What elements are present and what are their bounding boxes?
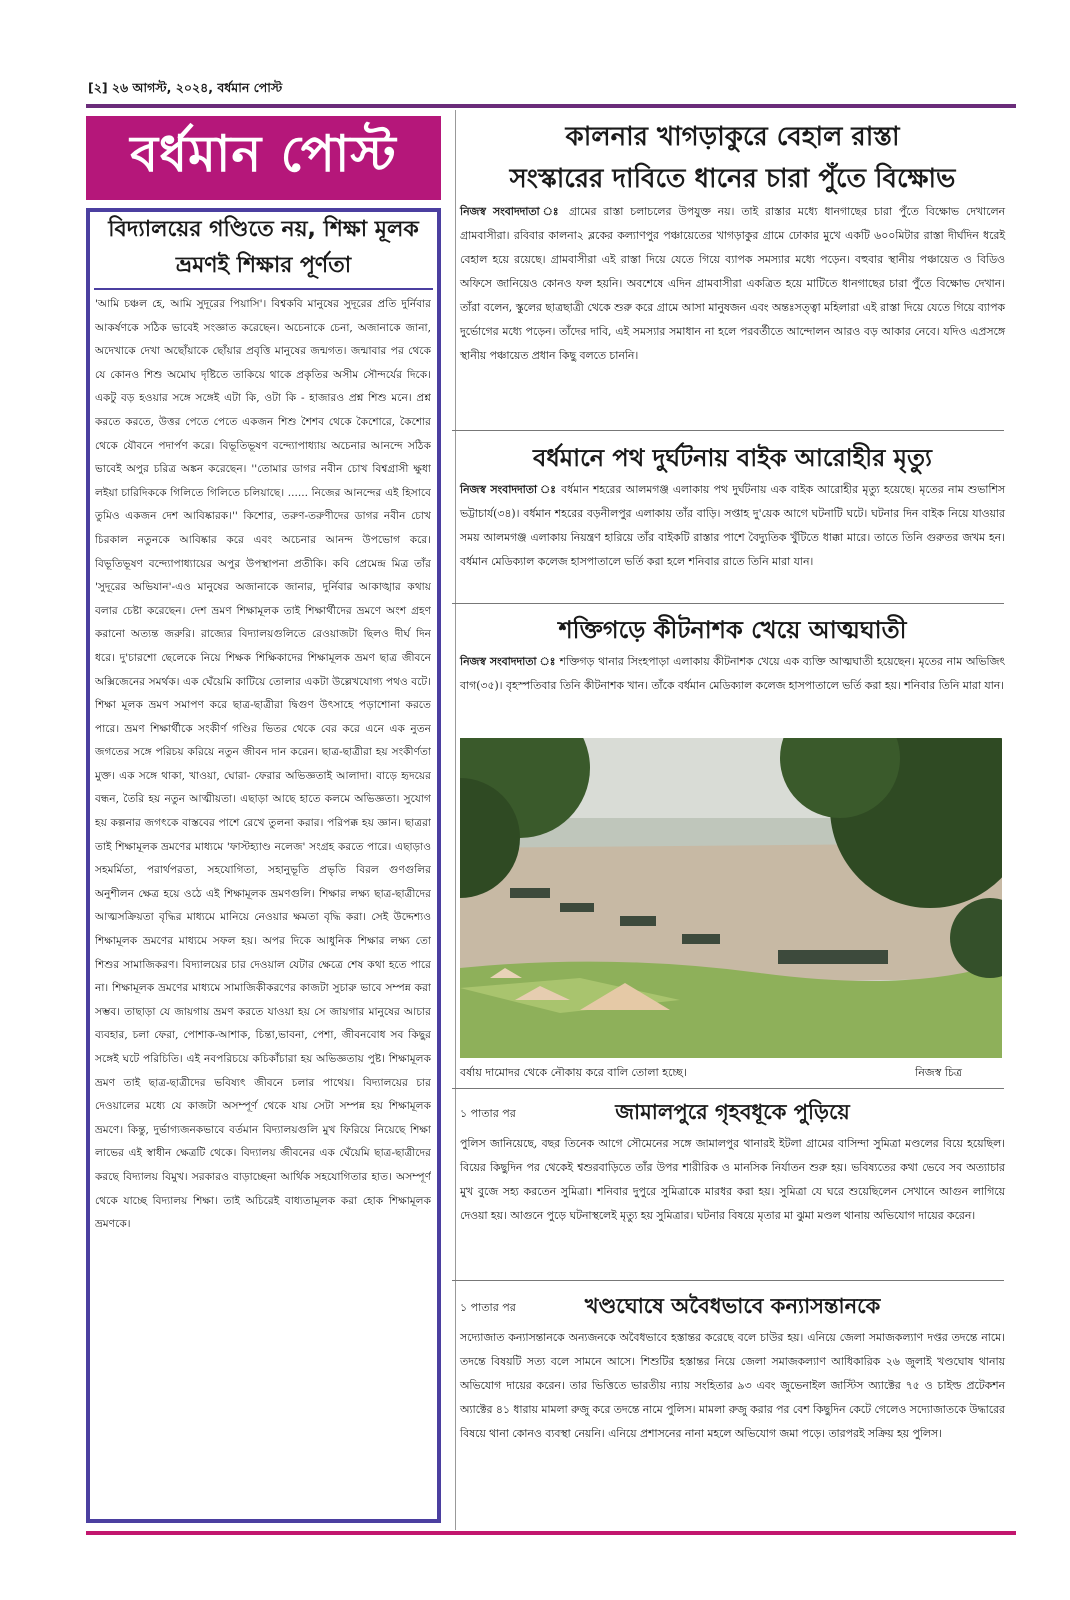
article-kalna-title-1: কালনার খাগড়াকুরে বেহাল রাস্তা [565,122,900,152]
left-article-body: 'আমি চঞ্চল হে, আমি সুদূরের পিয়াসি'। বিশ্বকবি মানুষের সুদূরের প্রতি দুর্নিবার আকর্ষণকে সঠিক ভাবেই সংজ্ঞাত করেছেন। অচেনাকে চেনা, অজানাকে জানা, অদেখাকে দেখা অছোঁয়াকে ছোঁয়ার প্রবৃত্তি মানুষের জন্মগত। জন্মাবার পর থেকে যে কোনও শিশু অমোঘ দৃষ্টিতে তাকিয়ে থাকে প্রকৃতির অসীম সৌন্দর্যের দিকে। একটু বড় হওয়ার সঙ্গে সঙ্গেই এটা কি, ওটা কি - হাজারও প্রশ্ন শিশু মনে। প্রশ্ন করতে করতে, উত্তর পেতে পেতে একজন শিশু শৈশব থেকে কৈশোরে, কৈশোর থেকে যৌবনে পদার্পণ করে। বিভূতিভূষণ বন্দ্যোপাধ্যায় অচেনার আনন্দে সঠিক ভাবেই অপুর চরিত্র অঙ্কন করেছেন। ''তোমার ডাগর নবীন চোখ বিশ্বগ্রাসী ক্ষুধা লইয়া চারিদিককে গিলিতে গিলিতে চলিয়াছে। ...... নিজের আনন্দের এই হিসাবে তুমিও একজন দেশ আবিষ্কারক।'' কিশোর, তরুণ-তরুণীদের ডাগর নবীন চোখ চিরকাল নতুনকে আবিষ্কার করে এবং অচেনার আনন্দ উপভোগ করে। বিভূতিভূষণ বন্দ্যোপাধ্যায়ের অপুর উপস্থাপনা প্রতীকি। কবি প্রেমেন্দ্র মিত্র তাঁর 'সুদূরের অভিযান'-এও মানুষের অজানাকে জানার, দুর্নিবার আকাঙ্খার কথায় বলার চেষ্টা করেছেন। দেশ ভ্রমণ শিক্ষামূলক তাই শিক্ষার্থীদের ভ্রমণে অংশ গ্রহণ করানো অত্যন্ত জরুরি। রাজ্যের বিদ্যালয়গুলিতে রেওয়াজটা ছিলও দীর্ঘ দিন ধরে। দু'চারশো ছেলেকে নিয়ে শিক্ষক শিক্ষিকাদের শিক্ষামূলক ভ্রমণ ছাত্র জীবনে অক্সিজেনের সমর্থক। এক ঘেঁয়েমি কাটিয়ে তোলার একটা উল্লেখযোগ্য পথও বটে। শিক্ষা মূলক ভ্রমণ সমাপণ করে ছাত্র-ছাত্রীরা দ্বিগুণ উৎসাহে পড়াশোনা করতে পারে। ভ্রমণ শিক্ষার্থীকে সংকীর্ণ গণ্ডির ভিতর থেকে বের করে এনে এক নুতন জগতের সঙ্গে পরিচয় করিয়ে নতুন জীবন দান করেন। ছাত্র-ছাত্রীরা হয় সংকীর্ণতা মুক্ত। এক সঙ্গে থাকা, খাওয়া, ঘোরা- ফেরার অভিজ্ঞতাই আলাদা। বাড়ে হৃদয়ের বন্ধন, তৈরি হয় নতুন আত্মীয়তা। এছাড়া আছে হাতে কলমে অভিজ্ঞতা। সুযোগ হয় কল্পনার জগৎকে বাস্তবের পাশে রেখে তুলনা করার। পরিপক্ক হয় জ্ঞান। ছাত্ররা তাই শিক্ষামূলক ভ্রমণের মাধ্যমে 'ফাস্টহ্যাণ্ড নলেজ' সংগ্রহ করতে পারে। এছাড়াও সহমর্মিতা, পরার্থপরতা, সহযোগিতা, সহানুভূতি প্রভৃতি বিরল গুণগুলির অনুশীলন ক্ষেত্র হয়ে ওঠে এই শিক্ষামূলক ভ্রমণগুলি। শিক্ষার লক্ষ্য ছাত্র-ছাত্রীদের আত্মসক্রিয়তা বৃদ্ধির মাধ্যমে মানিয়ে নেওয়ার ক্ষমতা বৃদ্ধি করা। সেই উদ্দেশ্যও শিক্ষামূলক ভ্রমণের মাধ্যমে সফল হয়। অপর দিকে আধুনিক শিক্ষার লক্ষ্য তো শিশুর সামাজিকরণ। বিদ্যালয়ের চার দেওয়াল যেটার ক্ষেত্রে শেষ কথা হতে পারে না। শিক্ষামূলক ভ্রমণের মাধ্যমে সামাজিকীকরণের কাজটা সুচারু ভাবে সম্পন্ন করা সম্ভব। তাছাড়া যে জায়গায় ভ্রমণ করতে যাওয়া হয় সে জায়গার মানুষের আচার ব্যবহার, চলা ফেরা, পোশাক-আশাক, চিন্তা,ভাবনা, পেশা, জীবনবোধ সব কিছুর সঙ্গেই ঘটে পরিচিতি। এই নবপরিচয়ে কচিকাঁচারা হয় অভিজ্ঞতায় পুষ্ট। শিক্ষামূলক ভ্রমণ তাই ছাত্র-ছাত্রীদের ভবিষ্যৎ জীবনে চলার পাথেয়। বিদ্যালয়ের চার দেওয়ালের মধ্যে যে কাজটা অসম্পূর্ণ থেকে যায় সেটা সম্পন্ন হয় শিক্ষামূলক ভ্রমণে। কিন্তু, দুর্ভাগ্যজনকভাবে বর্তমান বিদ্যালয়গুলি মুখ ফিরিয়ে নিয়েছে শিক্ষা লাভের এই স্বাধীন ক্ষেত্রটি থেকে। বিদ্যালয় জীবনের এক ঘেঁয়েমি ছাত্র-ছাত্রীদের করছে বিদ্যালয় বিমুখ। সরকারও বাড়াচ্ছেনা আর্থিক সহযোগিতার হাত। অসম্পূর্ণ থেকে যাচ্ছে বিদ্যালয় শিক্ষা। তাই অচিরেই বাধ্যতামূলক করা হোক শিক্ষামূলক ভ্রমণকে। [95,298,431,1231]
article-jamalpur-header [460,1096,1005,1126]
byline: নিজস্ব সংবাদদাতা ঃ [460,483,557,496]
article-khandaghosh-header [460,1290,1005,1320]
photo-caption: বর্ষায় দামোদর থেকে নৌকায় করে বালি তোলা হচ্ছে। [460,1066,687,1079]
article-bike-title: বর্ধমানে পথ দুর্ঘটনায় বাইক আরোহীর মৃত্যু [533,443,932,472]
bottom-rule [86,1531,1016,1535]
article-khandaghosh-body: সদ্যোজাত কন্যাসন্তানকে অন্যজনকে অবৈধভাবে হস্তান্তর করেছে বলে চাউর হয়। এনিয়ে জেলা সমাজকল্যাণ দপ্তর তদন্তে নামে। তদন্তে বিষয়টি সত্য বলে সামনে আসে। শিশুটির হস্তান্তর নিয়ে জেলা সমাজকল্যাণ আধিকারিক ২৬ জুলাই খণ্ডঘোষ থানায় অভিযোগ দায়ের করেন। তার ভিত্তিতে ভারতীয় ন্যায় সংহিতার ৯৩ এবং জুভেনাইল জাস্টিস অ্যাক্টের ৭৫ ও চাইল্ড প্রটেকশন অ্যাক্টের ৪১ ধারায় মামলা রুজু করে তদন্তে নামে পুলিস। মামলা রুজু করার পর বেশ কিছুদিন কেটে গেলেও সদ্যোজাতকে উদ্ধারের বিষয়ে থানা কোনও ব্যবস্থা নেয়নি। এনিয়ে প্রশাসনের নানা মহলে অভিযোগ জমা পড়ে। তারপরই সক্রিয় হয় পুলিস। [460,1331,1005,1440]
article-jamalpur-title: জামালপুরে গৃহবধূকে পুড়িয়ে [615,1099,850,1124]
article-kalna-title-2: সংস্কারের দাবিতে ধানের চারা পুঁতে বিক্ষোভ [509,164,956,194]
article-shaktigarh-body [460,650,1005,698]
byline: নিজস্ব সংবাদদাতা ঃ [460,655,556,668]
article-khandaghosh-title: খণ্ডঘোষে অবৈধভাবে কন্যাসন্তানকে [584,1293,881,1318]
section-rule [452,1280,1004,1281]
byline: নিজস্ব সংবাদদাতা ঃ [460,205,563,218]
section-rule [452,603,1004,604]
photo-caption-row [460,1064,1002,1083]
article-bike-text: বর্ধমান শহরের আলমগঞ্জ এলাকায় পথ দুর্ঘটনায় এক বাইক আরোহীর মৃত্যু হয়েছে। মৃতের নাম শুভাশিস ভট্টাচার্য(৩৪)। বর্ধমান শহরের বড়নীলপুর এলাকায় তাঁর বাড়ি। সপ্তাহ দু'য়েক আগে ঘটনাটি ঘটে। ঘটনার দিন বাইক নিয়ে যাওয়ার সময় আলমগঞ্জ এলাকায় নিয়ন্ত্রণ হারিয়ে তাঁর বাইকটি রাস্তার পাশে বৈদ্যুতিক খুঁটিতে ধাক্কা মারে। তাতে তিনি গুরুতর জখম হন। বর্ধমান মেডিক্যাল কলেজ হাসপাতালে ভর্তি করা হলে শনিবার রাতে তিনি মারা যান। [460,483,1005,568]
article-shaktigarh-text: শক্তিগড় থানার সিংহপাড়া এলাকায় কীটনাশক খেয়ে এক ব্যক্তি আত্মঘাতী হয়েছেন। মৃতের নাম অভিজিৎ বাগ(৩৫)। বৃহস্পতিবার তিনি কীটনাশক খান। তাঁকে বর্ধমান মেডিক্যাল কলেজ হাসপাতালে ভর্তি করা হয়। শনিবার তিনি মারা যান। [460,655,1005,692]
article-shaktigarh [460,610,1005,698]
article-jamalpur-body: পুলিস জানিয়েছে, বছর তিনেক আগে সৌমেনের সঙ্গে জামালপুর থানারই ইটলা গ্রামের বাসিন্দা সুমিত্রা মণ্ডলের বিয়ে হয়েছিল। বিয়ের কিছুদিন পর থেকেই শ্বশুরবাড়িতে তাঁর উপর শারীরিক ও মানসিক নির্যাতন শুরু হয়। ভবিষ্যতের কথা ভেবে সব অত্যাচার মুখ বুজে সহ্য করতেন সুমিত্রা। শনিবার দুপুরে সুমিত্রাকে মারধর করা হয়। সুমিত্রা যে ঘরে শুয়েছিলেন সেখানে আগুন লাগিয়ে দেওয়া হয়। আগুনে পুড়ে ঘটনাস্থলেই মৃত্যু হয় সুমিত্রার। ঘটনার বিষয়ে মৃতার মা ঝুমা মণ্ডল থানায় অভিযোগ দায়ের করেন। [460,1137,1005,1222]
continued-label: ১ পাতার পর [460,1107,516,1120]
article-kalna-body [460,200,1005,368]
page-folio: [২] ২৬ আগস্ট, ২০২৪, বর্ধমান পোস্ট [88,80,283,95]
article-bike [460,438,1005,574]
article-shaktigarh-title: শক্তিগড়ে কীটনাশক খেয়ে আত্মঘাতী [558,615,907,644]
section-rule [452,430,1004,431]
photo-credit: নিজস্ব চিত্র [915,1066,962,1079]
section-rule [452,1088,1004,1089]
continued-label: ১ পাতার পর [460,1301,516,1314]
masthead: বর্ধমান পোস্ট [86,116,441,200]
top-rule [86,104,1016,108]
left-article-title: বিদ্যালয়ের গণ্ডিতে নয়, শিক্ষা মূলক ভ্রমণই শিক্ষার পূর্ণতা [94,212,433,290]
river-photo [460,738,1002,1058]
article-kalna-text: গ্রামের রাস্তা চলাচলের উপযুক্ত নয়। তাই রাস্তার মধ্যে ধানগাছের চারা পুঁতে বিক্ষোভ দেখালেন গ্রামবাসীরা। রবিবার কালনা২ ব্লকের কল্যাণপুর পঞ্চায়েতের খাগড়াকুর গ্রামে ঢোকার মুখে একটি ৬০০মিটার রাস্তা দীর্ঘদিন ধরেই বেহাল হয়ে রয়েছে। গ্রামবাসীরা এই রাস্তা দিয়ে যেতে গিয়ে ব্যাপক সমস্যার মধ্যে পড়েন। বহুবার স্থানীয় পঞ্চায়েত ও বিডিও অফিসে জানিয়েও কোনও ফল হয়নি। অবশেষে এদিন গ্রামবাসীরা একত্রিত হয়ে মাটিতে ধানগাছের চারা পুঁতে বিক্ষোভ দেখান। তাঁরা বলেন, স্কুলের ছাত্রছাত্রী থেকে শুরু করে গ্রামে আসা মানুষজন এবং অন্তঃসত্ত্বা মহিলারা এই রাস্তা দিয়ে যেতে গিয়ে ব্যাপক দুর্ভোগের মধ্যে পড়েন। তাঁদের দাবি, এই সমস্যার সমাধান না হলে পরবর্তীতে আন্দোলন আরও বড় আকার নেবে। যদিও এপ্রসঙ্গে স্থানীয় পঞ্চায়েত প্রধান কিছু বলতে চাননি। [460,205,1006,362]
article-bike-body [460,478,1005,574]
article-kalna [460,116,1005,368]
column-divider [455,110,456,1530]
